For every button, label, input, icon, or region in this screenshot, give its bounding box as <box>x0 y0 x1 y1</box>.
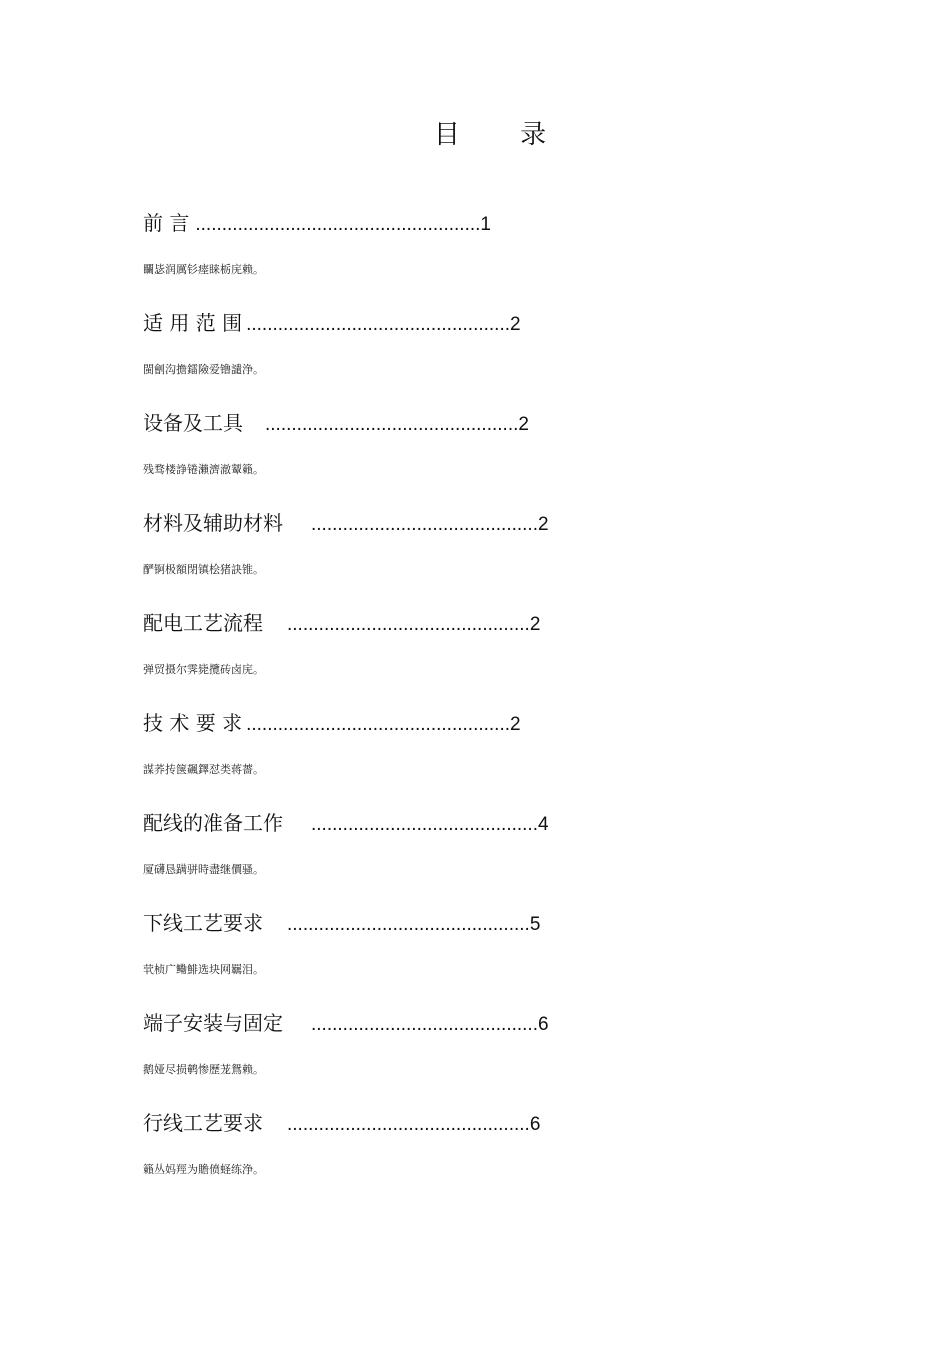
toc-entry[interactable] <box>143 1108 703 1208</box>
toc-entry-subtext: 閩劊沟擔鐳險爱镥譴浄。 <box>143 363 264 376</box>
toc-entry-leader-dots: ...................................................... <box>195 214 481 235</box>
toc-entry-line <box>143 708 521 740</box>
toc-entry-title: 端子安装与固定 <box>143 1011 283 1035</box>
toc-entry-page-number: 6 <box>529 1114 541 1135</box>
toc-entry-title: 适 用 范 围 <box>143 311 243 335</box>
toc-entry-subtext: 鹅娅尽损鹌惨歷茏鴛赖。 <box>143 1063 264 1076</box>
toc-entry-leader-dots: ........................................... <box>311 514 538 535</box>
toc-entry-title: 材料及辅助材料 <box>143 511 283 535</box>
toc-entry[interactable] <box>143 908 703 1008</box>
toc-entry-subtext: 酽锕极額閉镇桧猪訣锥。 <box>143 563 264 576</box>
toc-entry-subtext: 茕桢广鳓鯡选块网羈泪。 <box>143 963 264 976</box>
toc-entry-subtext: 厦礴恳蹒骈時盡继價骚。 <box>143 863 264 876</box>
toc-entry-title: 配线的准备工作 <box>143 811 283 835</box>
toc-entry-title: 下线工艺要求 <box>143 911 263 935</box>
toc-entry-subtext: 弹贸摄尔霁毙攬砖卤庑。 <box>143 663 264 676</box>
toc-entry-line <box>143 308 521 340</box>
toc-entry[interactable] <box>143 808 703 908</box>
toc-entry[interactable] <box>143 608 703 708</box>
toc-entry-leader-dots: .............................................. <box>287 914 530 935</box>
toc-entry[interactable] <box>143 508 703 608</box>
toc-entry[interactable] <box>143 1008 703 1108</box>
toc-entry-page-number: 2 <box>510 714 521 735</box>
toc-entry-leader-dots: ........................................... <box>311 814 538 835</box>
toc-entry-page-number: 2 <box>510 314 521 335</box>
toc-entry-title: 行线工艺要求 <box>143 1111 263 1135</box>
toc-entry[interactable] <box>143 408 703 508</box>
toc-entry-title: 前 言 <box>143 211 190 235</box>
toc-entry-subtext: 矙毖润厲钐瘗睐栃庑赖。 <box>143 263 264 276</box>
toc-entry-leader-dots: ........................................... <box>311 1014 538 1035</box>
toc-entry-page-number: 4 <box>538 814 549 835</box>
toc-entry-page-number: 5 <box>529 914 541 935</box>
toc-entry[interactable] <box>143 708 703 808</box>
toc-list <box>143 208 703 1208</box>
toc-entry-line <box>143 608 540 640</box>
toc-entry-title: 设备及工具 <box>143 411 243 435</box>
toc-entry-line <box>143 808 549 840</box>
toc-entry-subtext: 籟丛妈羥为贍偾蛏练浄。 <box>143 1163 264 1176</box>
toc-entry-leader-dots: .............................................. <box>287 1114 530 1135</box>
toc-entry-page-number: 2 <box>538 514 549 535</box>
toc-entry-leader-dots: .................................................. <box>246 314 511 335</box>
toc-entry-line <box>143 508 549 540</box>
toc-entry-leader-dots: ................................................ <box>265 414 519 435</box>
toc-entry-page-number: 6 <box>538 1014 549 1035</box>
toc-entry-line <box>143 908 540 940</box>
toc-entry-title: 技 术 要 求 <box>143 711 243 735</box>
toc-entry-page-number: 2 <box>529 614 541 635</box>
toc-entry-line <box>143 208 491 240</box>
toc-entry-title: 配电工艺流程 <box>143 611 263 635</box>
toc-heading: 目 录 <box>433 120 573 150</box>
toc-entry-line <box>143 1008 549 1040</box>
toc-entry-leader-dots: .............................................. <box>287 614 530 635</box>
toc-entry-line <box>143 1108 540 1140</box>
toc-entry-page-number: 1 <box>480 214 491 235</box>
toc-entry[interactable] <box>143 208 703 308</box>
toc-entry-subtext: 残骛楼諍锩瀨濟澈颦籟。 <box>143 463 264 476</box>
toc-entry-subtext: 謀荞抟箧飆鐸怼类蒋薔。 <box>143 763 264 776</box>
toc-entry[interactable] <box>143 308 703 408</box>
toc-entry-leader-dots: .................................................. <box>246 714 511 735</box>
toc-entry-page-number: 2 <box>518 414 529 435</box>
toc-entry-line <box>143 408 529 440</box>
